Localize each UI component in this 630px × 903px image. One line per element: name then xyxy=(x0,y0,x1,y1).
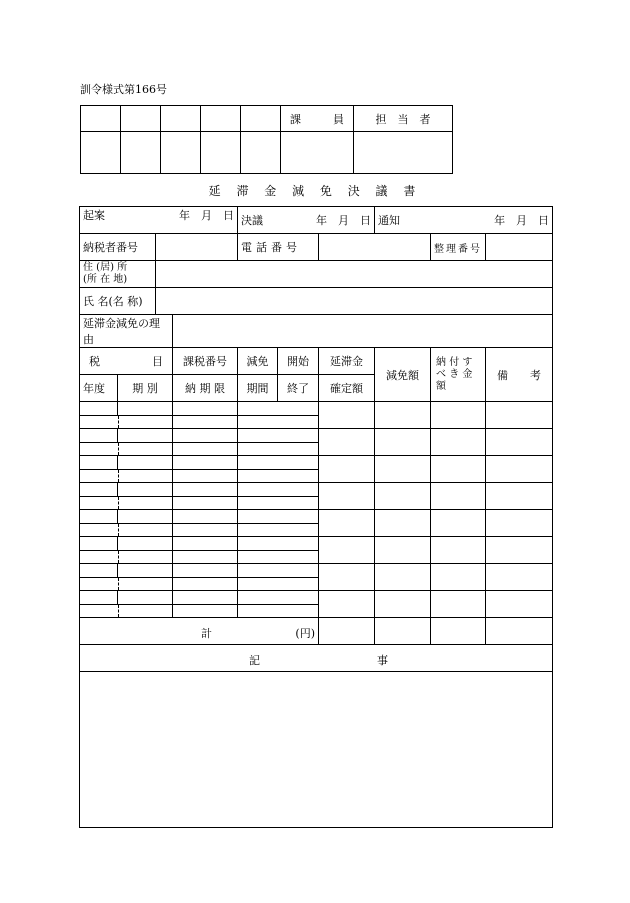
genmen-gaku-cell[interactable] xyxy=(375,564,431,591)
nendo-cell[interactable] xyxy=(80,456,118,470)
kaishi-date-cell[interactable] xyxy=(238,510,319,524)
kaishi-date-cell[interactable] xyxy=(238,483,319,497)
kibetsu-cell[interactable] xyxy=(118,510,173,524)
approval-table xyxy=(80,105,453,174)
kiji-header: 記 事 xyxy=(80,645,553,672)
nofu-gaku-cell[interactable] xyxy=(431,591,486,618)
nokigen-cell[interactable] xyxy=(173,550,238,564)
kazei-no-cell[interactable] xyxy=(173,456,238,470)
kazei-no-cell[interactable] xyxy=(173,564,238,578)
nendo-header: 年度 xyxy=(80,375,118,402)
approval-cell[interactable] xyxy=(241,106,281,132)
record-row xyxy=(80,429,553,443)
biko-cell[interactable] xyxy=(486,456,553,483)
ka-in-stamp[interactable] xyxy=(281,132,354,174)
shuryo-header: 終了 xyxy=(278,375,319,402)
nokigen-cell[interactable] xyxy=(173,415,238,429)
shuryo-date-cell[interactable] xyxy=(238,523,319,537)
kian-cell[interactable] xyxy=(80,207,238,234)
entai-kakutei-cell[interactable] xyxy=(319,591,375,618)
kaishi-date-cell[interactable] xyxy=(238,456,319,470)
kibetsu-cell[interactable] xyxy=(118,429,173,443)
genmen-gaku-cell[interactable] xyxy=(375,456,431,483)
phone-field[interactable] xyxy=(319,234,431,261)
approval-stamp[interactable] xyxy=(121,132,161,174)
kibetsu-cell[interactable] xyxy=(118,591,173,605)
nendo-kibetsu-lower-cell[interactable] xyxy=(80,496,173,510)
genmen-gaku-cell[interactable] xyxy=(375,429,431,456)
kibetsu-cell[interactable] xyxy=(118,564,173,578)
kaishi-date-cell[interactable] xyxy=(238,429,319,443)
ketsugi-cell[interactable] xyxy=(238,207,375,234)
entai-kakutei-cell[interactable] xyxy=(319,483,375,510)
nendo-cell[interactable] xyxy=(80,564,118,578)
approval-cell[interactable] xyxy=(201,106,241,132)
nendo-cell[interactable] xyxy=(80,537,118,551)
nofu-gaku-cell[interactable] xyxy=(431,564,486,591)
record-row xyxy=(80,456,553,470)
kazei-no-header: 課税番号 xyxy=(173,348,238,375)
nofu-gaku-cell[interactable] xyxy=(431,429,486,456)
record-row xyxy=(80,591,553,605)
approval-cell[interactable] xyxy=(121,106,161,132)
kibetsu-cell[interactable] xyxy=(118,402,173,416)
reason-field[interactable] xyxy=(173,315,553,348)
approval-stamp[interactable] xyxy=(81,132,121,174)
shuryo-date-cell[interactable] xyxy=(238,496,319,510)
genmen-header: 減免 xyxy=(238,348,278,375)
nokigen-cell[interactable] xyxy=(173,523,238,537)
nofu-header: 納 付 す べ き 金 額 xyxy=(431,348,486,402)
main-form-table xyxy=(79,206,553,828)
nendo-kibetsu-lower-cell[interactable] xyxy=(80,577,173,591)
shuryo-date-cell[interactable] xyxy=(238,415,319,429)
record-row xyxy=(80,510,553,524)
name-field[interactable] xyxy=(156,288,553,315)
kazei-no-cell[interactable] xyxy=(173,402,238,416)
address-label: 住 (居) 所 (所 在 地) xyxy=(80,261,156,288)
nokigen-cell[interactable] xyxy=(173,469,238,483)
total-genmen[interactable] xyxy=(375,618,431,645)
entai-kakutei-cell[interactable] xyxy=(319,564,375,591)
nendo-kibetsu-lower-cell[interactable] xyxy=(80,469,173,483)
kazei-no-cell[interactable] xyxy=(173,537,238,551)
biko-header: 備 考 xyxy=(486,348,553,402)
kaishi-date-cell[interactable] xyxy=(238,591,319,605)
nendo-kibetsu-lower-cell[interactable] xyxy=(80,523,173,537)
kazei-no-cell[interactable] xyxy=(173,429,238,443)
yen-label: (円) xyxy=(295,626,315,640)
nokigen-cell[interactable] xyxy=(173,496,238,510)
nendo-kibetsu-lower-cell[interactable] xyxy=(80,442,173,456)
kaishi-date-cell[interactable] xyxy=(238,537,319,551)
record-row xyxy=(80,402,553,416)
name-label: 氏 名(名 称) xyxy=(80,288,156,315)
tsuchi-date: 年 月 日 xyxy=(494,214,550,227)
seiri-field[interactable] xyxy=(486,234,553,261)
kibetsu-cell[interactable] xyxy=(118,456,173,470)
approval-cell[interactable] xyxy=(161,106,201,132)
record-row xyxy=(80,537,553,551)
form-number-label: 訓令様式第166号 xyxy=(80,83,167,96)
shuryo-date-cell[interactable] xyxy=(238,469,319,483)
taxpayer-no-label: 納税者番号 xyxy=(80,234,156,261)
entai-kakutei-cell[interactable] xyxy=(319,402,375,429)
nofu-gaku-cell[interactable] xyxy=(431,483,486,510)
kibetsu-header: 期 別 xyxy=(118,375,173,402)
nokigen-cell[interactable] xyxy=(173,604,238,618)
zei-moku-header: 税 目 xyxy=(80,348,173,375)
shuryo-date-cell[interactable] xyxy=(238,604,319,618)
nofu-gaku-cell[interactable] xyxy=(431,510,486,537)
entai-kakutei-cell[interactable] xyxy=(319,456,375,483)
genmen-gaku-cell[interactable] xyxy=(375,537,431,564)
nofu-gaku-cell[interactable] xyxy=(431,402,486,429)
kiji-field[interactable] xyxy=(80,672,553,828)
kibetsu-cell[interactable] xyxy=(118,537,173,551)
genmen-gaku-cell[interactable] xyxy=(375,483,431,510)
nendo-cell[interactable] xyxy=(80,510,118,524)
nendo-kibetsu-lower-cell[interactable] xyxy=(80,415,173,429)
kian-label: 起案 xyxy=(83,209,105,222)
kazei-no-cell[interactable] xyxy=(173,483,238,497)
entai-kakutei-cell[interactable] xyxy=(319,429,375,456)
nokigen-cell[interactable] xyxy=(173,442,238,456)
nofu-gaku-cell[interactable] xyxy=(431,456,486,483)
biko-cell[interactable] xyxy=(486,402,553,429)
seiri-label: 整理番号 xyxy=(431,234,486,261)
approval-cell[interactable] xyxy=(81,106,121,132)
nokigen-cell[interactable] xyxy=(173,577,238,591)
ketsugi-date: 年 月 日 xyxy=(316,214,372,227)
kian-date: 年 月 日 xyxy=(179,209,234,222)
biko-cell[interactable] xyxy=(486,564,553,591)
record-row xyxy=(80,564,553,578)
total-entai[interactable] xyxy=(319,618,375,645)
genmen-gaku-cell[interactable] xyxy=(375,402,431,429)
approval-stamp[interactable] xyxy=(201,132,241,174)
approval-stamp[interactable] xyxy=(241,132,281,174)
kazei-no-cell[interactable] xyxy=(173,510,238,524)
nendo-cell[interactable] xyxy=(80,429,118,443)
total-nofu[interactable] xyxy=(431,618,486,645)
tanto-stamp[interactable] xyxy=(354,132,453,174)
nendo-kibetsu-lower-cell[interactable] xyxy=(80,604,173,618)
nofu-gaku-cell[interactable] xyxy=(431,537,486,564)
kaishi-date-cell[interactable] xyxy=(238,564,319,578)
shuryo-date-cell[interactable] xyxy=(238,442,319,456)
ka-in-header: 課 員 xyxy=(281,106,354,132)
total-biko[interactable] xyxy=(486,618,553,645)
biko-cell[interactable] xyxy=(486,537,553,564)
address-field[interactable] xyxy=(156,261,553,288)
record-row xyxy=(80,483,553,497)
phone-label: 電話番号 xyxy=(238,234,319,261)
kaishi-date-cell[interactable] xyxy=(238,402,319,416)
biko-cell[interactable] xyxy=(486,591,553,618)
nokigen-header: 納 期 限 xyxy=(173,375,238,402)
shuryo-date-cell[interactable] xyxy=(238,577,319,591)
ketsugi-label: 決議 xyxy=(241,214,263,227)
total-label-cell xyxy=(80,618,319,645)
tanto-header: 担 当 者 xyxy=(354,106,453,132)
shuryo-date-cell[interactable] xyxy=(238,550,319,564)
kei-label: 計 xyxy=(201,626,212,640)
genmen-gaku-header: 減免額 xyxy=(375,348,431,402)
nendo-kibetsu-lower-cell[interactable] xyxy=(80,550,173,564)
biko-cell[interactable] xyxy=(486,429,553,456)
biko-cell[interactable] xyxy=(486,483,553,510)
nendo-cell[interactable] xyxy=(80,591,118,605)
kaishi-header: 開始 xyxy=(278,348,319,375)
tsuchi-label: 通知 xyxy=(378,214,401,227)
kikan-header: 期間 xyxy=(238,375,278,402)
kibetsu-cell[interactable] xyxy=(118,483,173,497)
entai-kakutei-cell[interactable] xyxy=(319,510,375,537)
kakutei-header: 確定額 xyxy=(319,375,375,402)
entai-kin-header: 延滞金 xyxy=(319,348,375,375)
taxpayer-no-field[interactable] xyxy=(156,234,238,261)
biko-cell[interactable] xyxy=(486,510,553,537)
document-title: 延 滞 金 減 免 決 議 書 xyxy=(208,184,422,198)
nendo-cell[interactable] xyxy=(80,483,118,497)
genmen-gaku-cell[interactable] xyxy=(375,510,431,537)
entai-kakutei-cell[interactable] xyxy=(319,537,375,564)
kazei-no-cell[interactable] xyxy=(173,591,238,605)
tsuchi-cell[interactable] xyxy=(375,207,553,234)
approval-stamp[interactable] xyxy=(161,132,201,174)
reason-label: 延滞金減免の理由 xyxy=(80,315,173,348)
nendo-cell[interactable] xyxy=(80,402,118,416)
genmen-gaku-cell[interactable] xyxy=(375,591,431,618)
